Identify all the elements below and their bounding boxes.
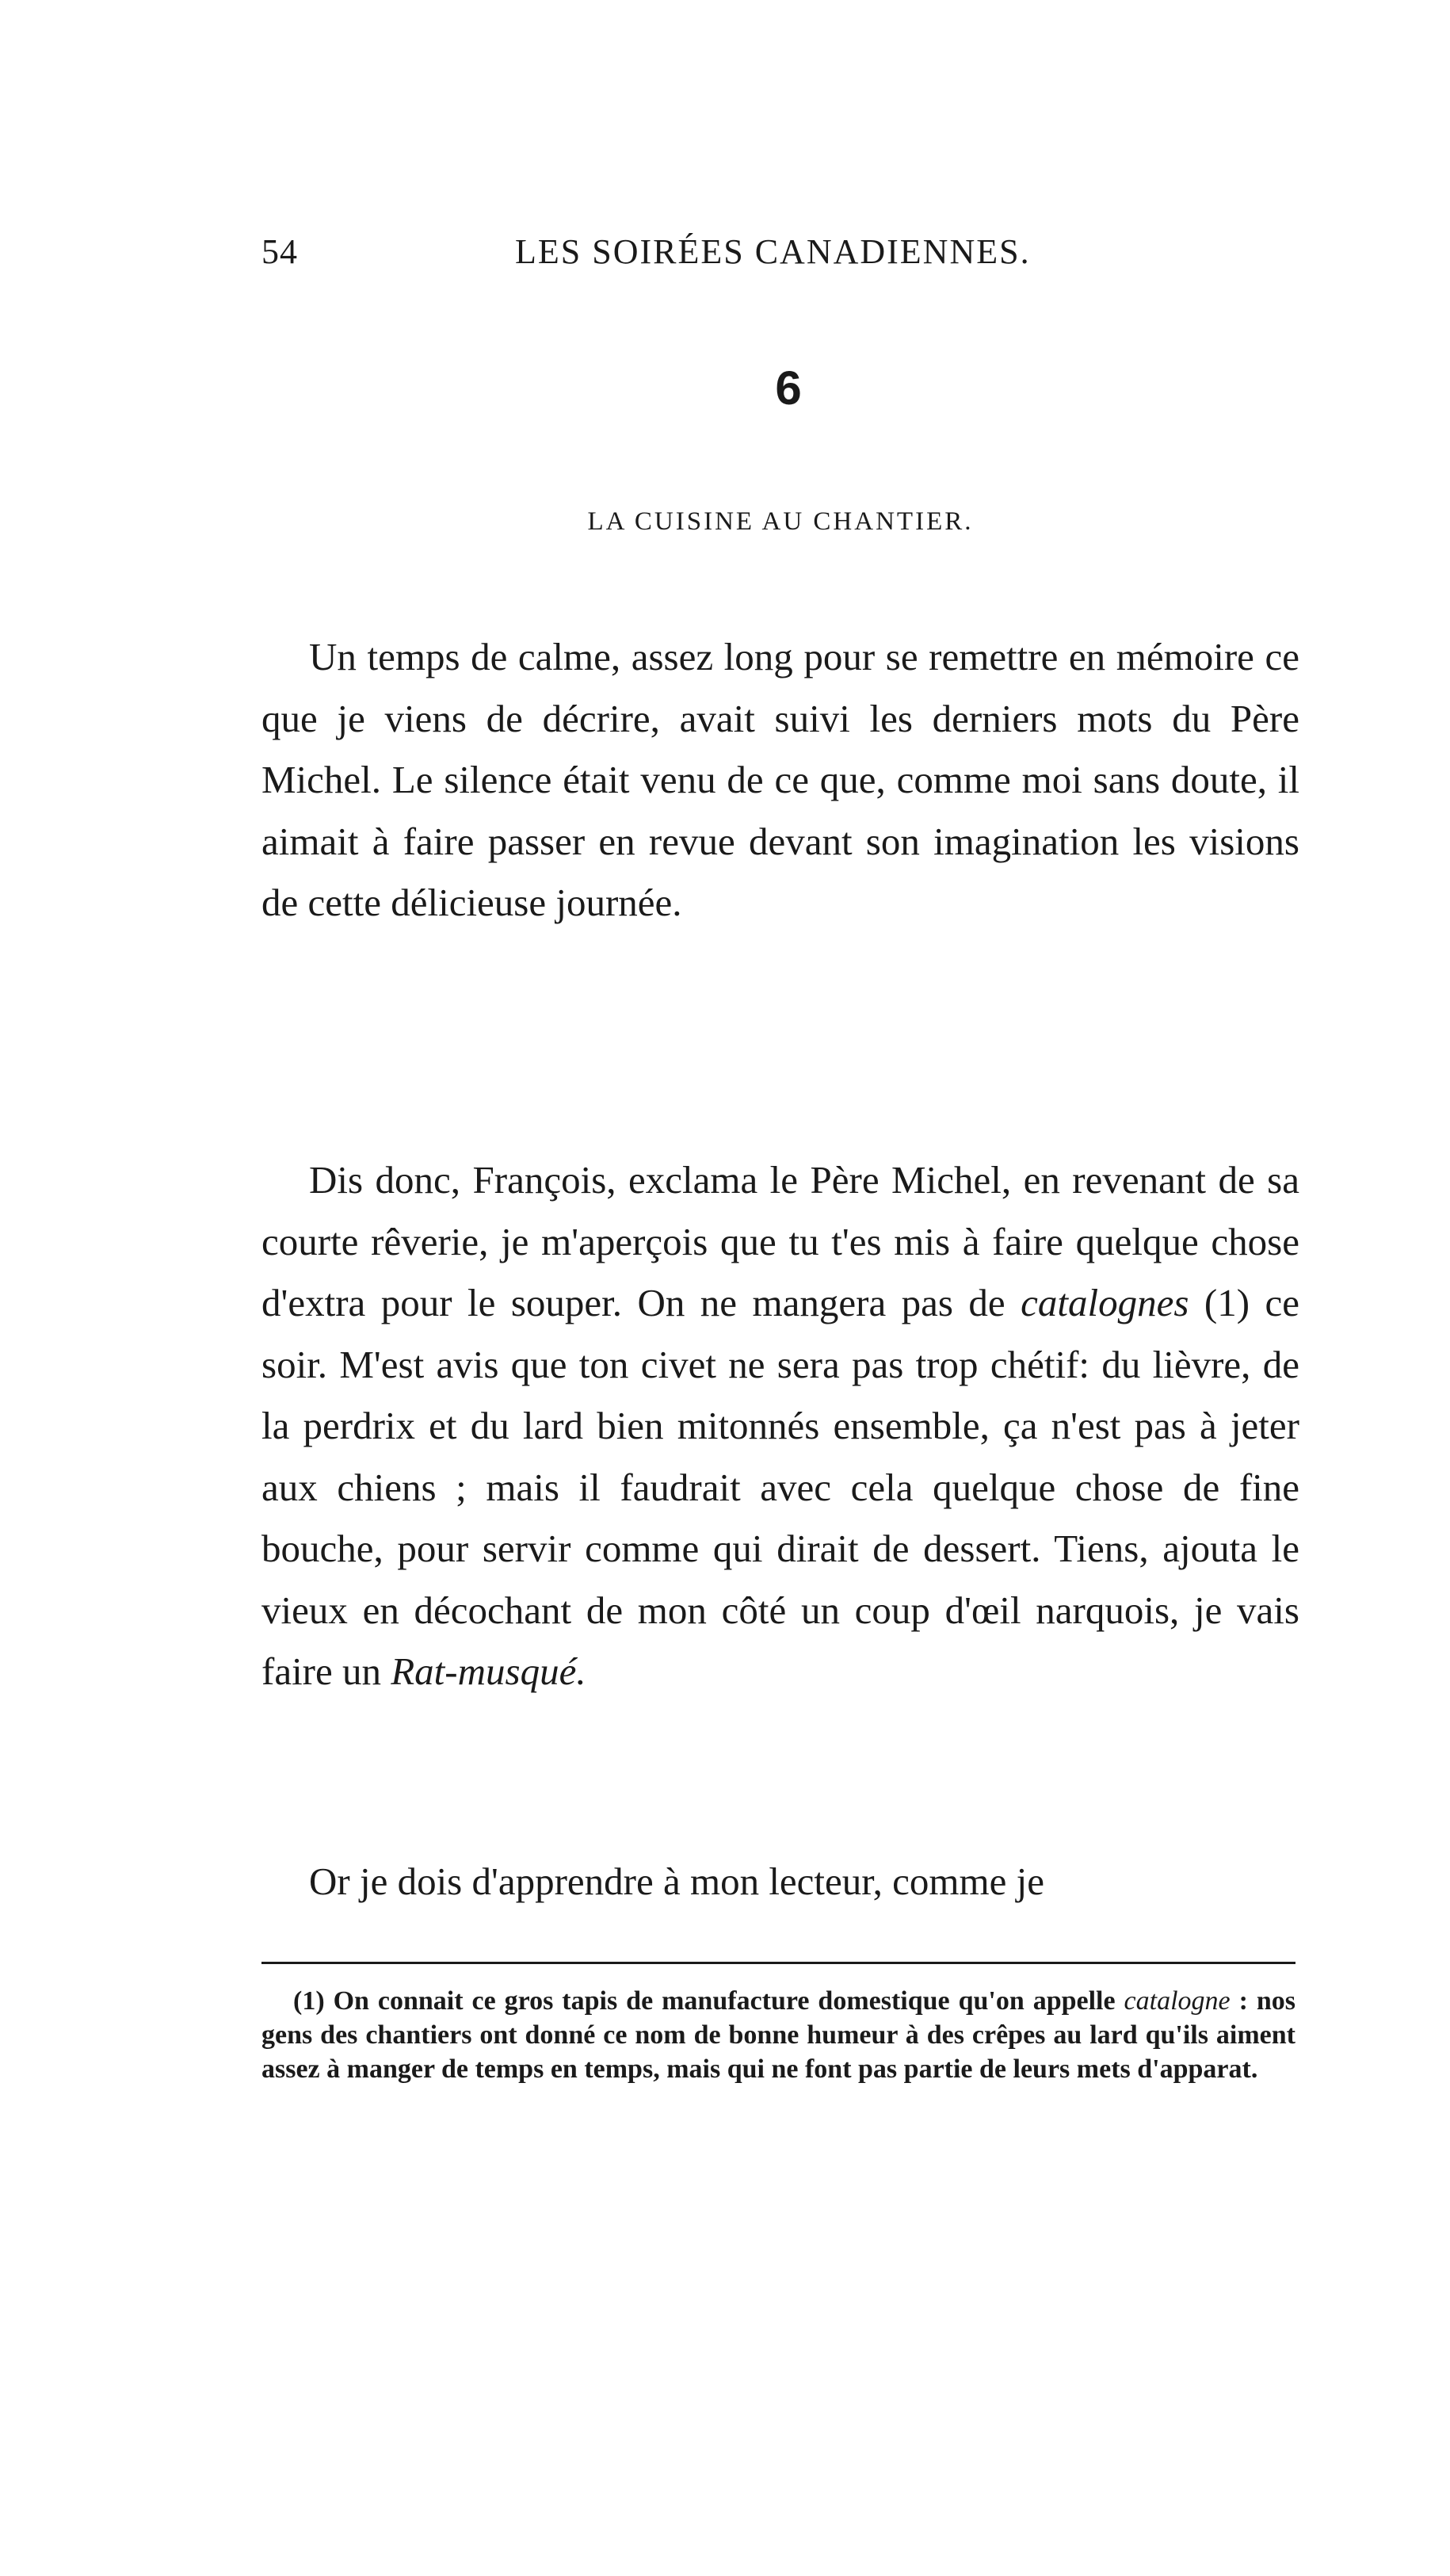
footnote-divider: [261, 1962, 1295, 1964]
footnote-text-c: : nos gens des chantiers ont donné ce nom de bonne humeur à des crêpes au lard qu'ils aiment assez à manger de temps en temps, mais qui ne font pas partie de leurs mets d'apparat.: [261, 1986, 1295, 2084]
chapter-number: 6: [775, 361, 802, 415]
paragraph-2-text-a: Dis donc, François, exclama le Père Michel, en revenant de sa courte rêverie, je m'aperçois que tu t'es mis à faire quelque chose d'extra pour le souper. On ne mangera pas de: [261, 1158, 1299, 1324]
paragraph-2-italic-rat-musque: Rat-musqué.: [391, 1649, 586, 1693]
paragraph-2-text-c: (1) ce soir. M'est avis que ton civet ne sera pas trop chétif: du lièvre, de la perdrix et du lard bien mitonnés ensemble, ça n'est pas à jeter aux chiens ; mais il faudrait avec cela quelque chose de fine bouche, pour servir comme qui dirait de dessert. Tiens, ajouta le vieux en décochant de mon côté un coup d'œil narquois, je vais faire un: [261, 1281, 1299, 1693]
book-title: LES SOIRÉES CANADIENNES.: [515, 232, 1031, 271]
paragraph-2-italic-catalognes: catalognes: [1021, 1281, 1189, 1324]
paragraph-1: Un temps de calme, assez long pour se remettre en mémoire ce que je viens de décrire, avait suivi les derniers mots du Père Michel. Le silence était venu de ce que, comme moi sans doute, il aimait à faire passer en revue devant son imagination les visions de cette délicieuse journée.: [261, 635, 1299, 924]
paragraph-2: [261, 1149, 1299, 1703]
paragraph-3: Or je dois d'apprendre à mon lecteur, comme je: [309, 1859, 1044, 1903]
footnote-text-a: (1) On connait ce gros tapis de manufacture domestique qu'on appelle: [293, 1986, 1124, 2016]
running-head: [261, 231, 1117, 279]
page-number: 54: [261, 232, 298, 271]
chapter-title: LA CUISINE AU CHANTIER.: [587, 507, 974, 536]
footnote: [261, 1984, 1295, 2086]
footnote-italic-catalogne: catalogne: [1124, 1986, 1231, 2016]
